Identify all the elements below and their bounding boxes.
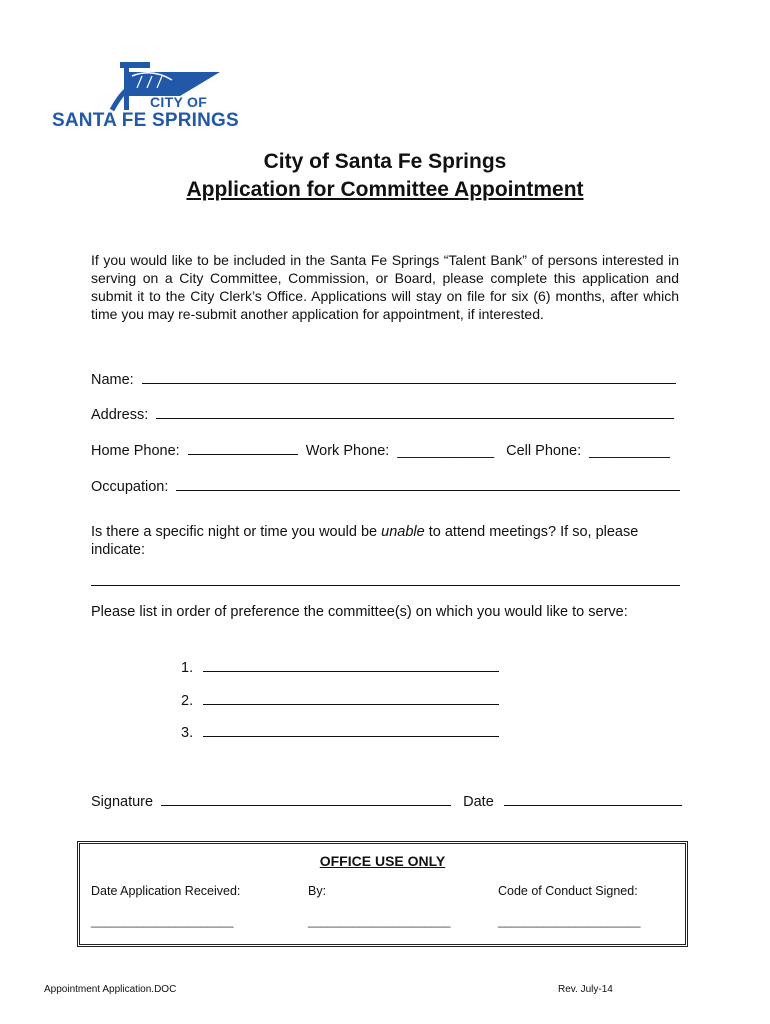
work-phone-label: Work Phone: — [305, 443, 390, 459]
phone-row — [91, 440, 670, 459]
signature-field[interactable] — [161, 791, 451, 806]
unable-answer-field[interactable] — [91, 585, 680, 586]
date-field[interactable] — [504, 791, 682, 806]
document-subtitle: Application for Committee Appointment — [186, 178, 584, 201]
by-field[interactable]: ______________________ — [308, 914, 450, 928]
signature-label: Signature — [91, 794, 154, 810]
address-label: Address: — [91, 407, 149, 423]
code-of-conduct-label: Code of Conduct Signed: — [498, 884, 638, 898]
logo-line1: CITY OF — [150, 94, 208, 110]
city-logo — [52, 58, 242, 136]
footer-revision: Rev. July-14 — [558, 984, 613, 995]
unable-question — [91, 523, 679, 559]
unable-question-after: to attend meetings? If so, please indicate: — [91, 524, 639, 558]
intro-paragraph: If you would like to be included in the Santa Fe Springs “Talent Bank” of persons interested in serving on a City Committee, Commission, or Board, please complete this application and submit it to the City Clerk’s Office. Applications will stay on file for six (6) months, after which time you may re-submit another application for appointment, if interested. — [91, 252, 679, 322]
preference-row — [181, 657, 499, 676]
unable-question-before: Is there a specific night or time you would be — [91, 524, 382, 540]
cell-phone-label: Cell Phone: — [506, 443, 582, 459]
occupation-field[interactable] — [176, 476, 680, 491]
office-use-title: OFFICE USE ONLY — [319, 853, 446, 869]
date-received-field[interactable]: ______________________ — [91, 914, 233, 928]
office-use-box — [77, 841, 688, 947]
home-phone-label: Home Phone: — [91, 443, 180, 459]
signature-row — [91, 791, 682, 810]
occupation-label: Occupation: — [91, 479, 169, 495]
preference-row — [181, 690, 499, 709]
logo-line2: SANTA FE SPRINGS — [52, 110, 239, 131]
work-phone-field[interactable]: ____________ — [397, 443, 495, 459]
document-title: City of Santa Fe Springs — [263, 150, 507, 173]
home-phone-field[interactable] — [188, 440, 298, 455]
footer-document-name: Appointment Application.DOC — [44, 984, 177, 995]
unable-emphasis: unable — [381, 524, 425, 540]
preference-number: 1. — [181, 660, 194, 676]
date-label: Date — [463, 794, 494, 810]
address-row — [91, 404, 674, 423]
occupation-row — [91, 476, 680, 495]
preference-field-3[interactable] — [203, 722, 499, 737]
preference-number: 2. — [181, 693, 194, 709]
date-received-label: Date Application Received: — [91, 884, 241, 898]
address-field[interactable] — [156, 404, 674, 419]
name-row — [91, 369, 676, 388]
cell-phone-field[interactable]: __________ — [589, 443, 670, 459]
name-field[interactable] — [142, 369, 676, 384]
preference-row — [181, 722, 499, 741]
preference-field-2[interactable] — [203, 690, 499, 705]
preference-number: 3. — [181, 725, 194, 741]
code-of-conduct-field[interactable]: ______________________ — [498, 914, 640, 928]
by-label: By: — [308, 884, 327, 898]
preference-field-1[interactable] — [203, 657, 499, 672]
name-label: Name: — [91, 372, 134, 388]
preference-prompt: Please list in order of preference the committee(s) on which you would like to serve: — [91, 604, 628, 620]
